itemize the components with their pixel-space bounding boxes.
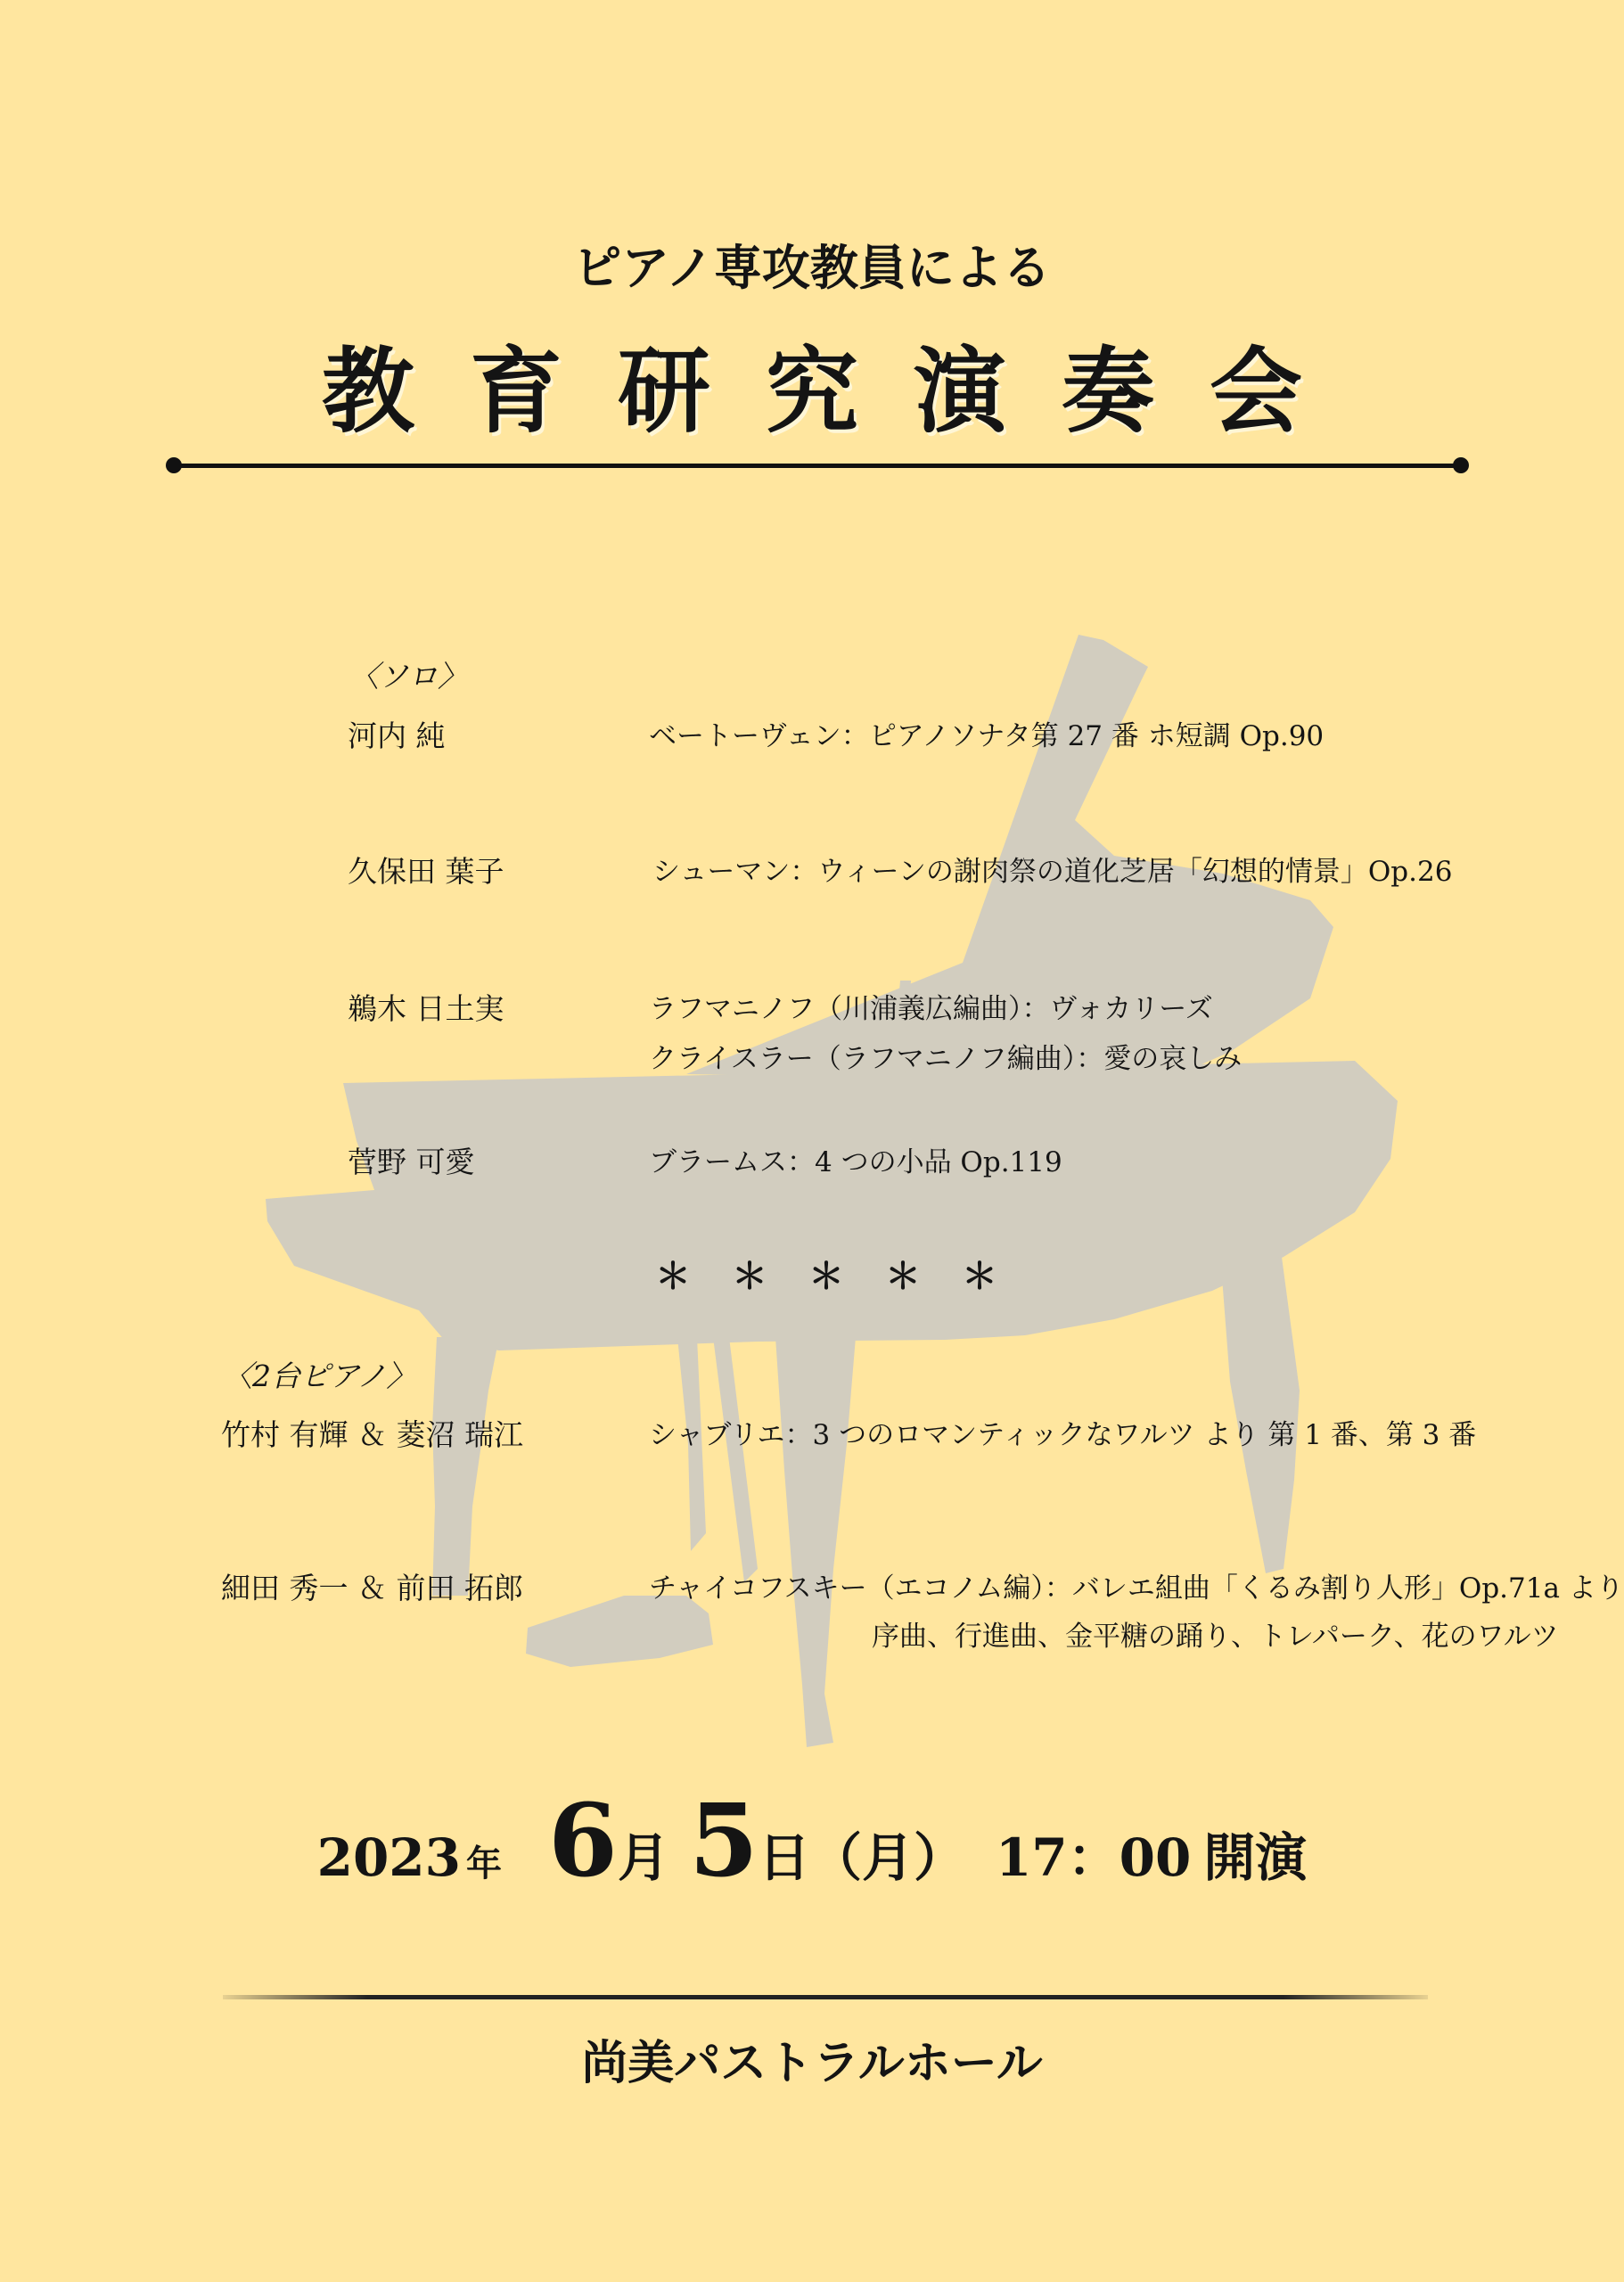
event-day-unit: 日: [758, 1827, 810, 1888]
event-year-unit: 年: [466, 1843, 503, 1884]
performer-name: 細田 秀一 ＆ 前田 拓郎: [221, 1571, 523, 1605]
event-weekday: （月）: [809, 1827, 965, 1888]
work-title: ラフマニノフ（川浦義広編曲）：ヴォカリーズ: [649, 993, 1213, 1025]
page-title: 教育研究演奏会: [321, 336, 1357, 446]
venue-divider: [223, 1995, 1428, 1999]
event-venue: 尚美パストラルホール: [581, 2037, 1043, 2090]
performer-name: 鵜木 日土実: [348, 991, 504, 1026]
section-divider-stars: ＊＊＊＊＊: [655, 1256, 1038, 1297]
event-start-label: 開演: [1203, 1827, 1308, 1888]
solo-heading: 〈ソロ〉: [349, 659, 467, 694]
work-title: シャブリエ：3 つのロマンティックなワルツ より 第 1 番、第 3 番: [649, 1419, 1477, 1451]
performer-name: 菅野 可愛: [348, 1145, 475, 1179]
event-day: 5: [688, 1783, 759, 1900]
event-month: 6: [548, 1783, 618, 1900]
performer-name: 久保田 葉子: [348, 854, 504, 889]
event-year: 2023: [316, 1827, 462, 1888]
performer-name: 竹村 有輝 ＆ 菱沼 瑞江: [221, 1417, 523, 1452]
work-title: ブラームス：4 つの小品 Op.119: [649, 1146, 1062, 1178]
title-divider: [173, 464, 1460, 468]
divider-endpoint-left: [166, 457, 182, 473]
divider-endpoint-right: [1453, 457, 1469, 473]
performer-name: 河内 純: [348, 718, 446, 753]
work-title: 序曲、行進曲、金平糖の踊り、トレパーク、花のワルツ: [872, 1621, 1559, 1653]
work-title: クライスラー（ラフマニノフ編曲）：愛の哀しみ: [649, 1043, 1243, 1075]
duo-heading: 〈2台ピアノ〉: [223, 1359, 416, 1393]
event-date-time: [0, 1783, 1624, 1900]
work-title: シューマン：ウィーンの謝肉祭の道化芝居「幻想的情景」Op.26: [652, 856, 1453, 888]
event-month-unit: 月: [617, 1827, 669, 1888]
subtitle: ピアノ専攻教員による: [573, 240, 1051, 296]
event-time: 17：00: [995, 1827, 1192, 1888]
work-title: ベートーヴェン：ピアノソナタ第 27 番 ホ短調 Op.90: [649, 720, 1325, 752]
work-title: チャイコフスキー（エコノム編）：バレエ組曲「くるみ割り人形」Op.71a より: [649, 1572, 1624, 1605]
